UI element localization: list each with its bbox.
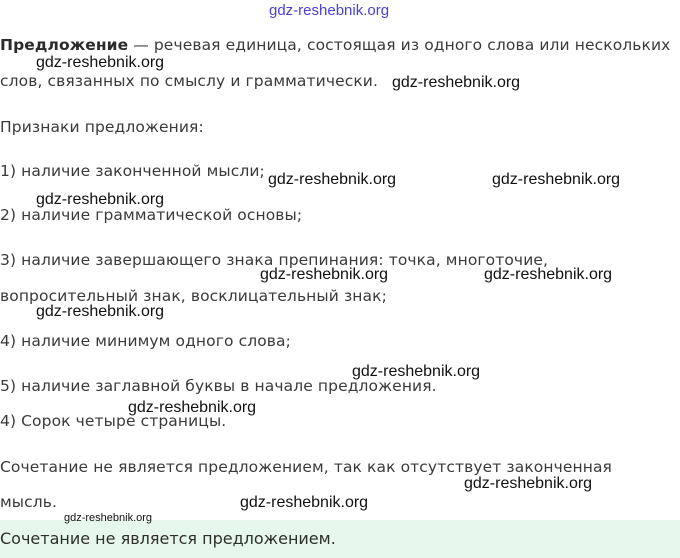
watermark: gdz-reshebnik.org bbox=[260, 266, 389, 283]
sign-item: 1) наличие законченной мысли; bbox=[0, 162, 265, 180]
watermark-small: gdz-reshebnik.org bbox=[64, 512, 153, 524]
watermark: gdz-reshebnik.org bbox=[268, 171, 397, 188]
definition-text: — речевая единица, состоящая из одного слова или нескольких bbox=[128, 36, 671, 54]
watermark: gdz-reshebnik.org bbox=[240, 494, 369, 511]
explanation-line-2: мысль. bbox=[0, 493, 58, 511]
definition-line-1 bbox=[0, 34, 670, 56]
sign-item: 3) наличие завершающего знака препинания: точка, многоточие, bbox=[0, 251, 549, 269]
watermark: gdz-reshebnik.org bbox=[464, 475, 593, 492]
watermark: gdz-reshebnik.org bbox=[392, 74, 521, 91]
watermark: gdz-reshebnik.org bbox=[36, 303, 165, 320]
signs-title: Признаки предложения: bbox=[0, 118, 204, 136]
watermark: gdz-reshebnik.org bbox=[128, 399, 257, 416]
watermark: gdz-reshebnik.org bbox=[484, 266, 613, 283]
watermark: gdz-reshebnik.org bbox=[36, 54, 165, 71]
definition-term: Предложение bbox=[0, 36, 129, 54]
answer-item: 4) Сорок четыре страницы. bbox=[0, 412, 227, 430]
answer-box bbox=[0, 520, 680, 558]
answer-text: Сочетание не является предложением. bbox=[0, 529, 336, 548]
watermark: gdz-reshebnik.org bbox=[352, 363, 481, 380]
sign-item-continuation: вопросительный знак, восклицательный знак; bbox=[0, 287, 387, 305]
definition-line-2: слов, связанных по смыслу и грамматически. bbox=[0, 72, 379, 90]
sign-item: 2) наличие грамматической основы; bbox=[0, 206, 303, 224]
explanation-line-1: Сочетание не является предложением, так как отсутствует законченная bbox=[0, 458, 612, 476]
sign-item: 5) наличие заглавной буквы в начале предложения. bbox=[0, 377, 437, 395]
watermark: gdz-reshebnik.org bbox=[36, 191, 165, 208]
watermark: gdz-reshebnik.org bbox=[492, 171, 621, 188]
sign-item: 4) наличие минимум одного слова; bbox=[0, 332, 291, 350]
watermark-top: gdz-reshebnik.org bbox=[269, 2, 390, 19]
